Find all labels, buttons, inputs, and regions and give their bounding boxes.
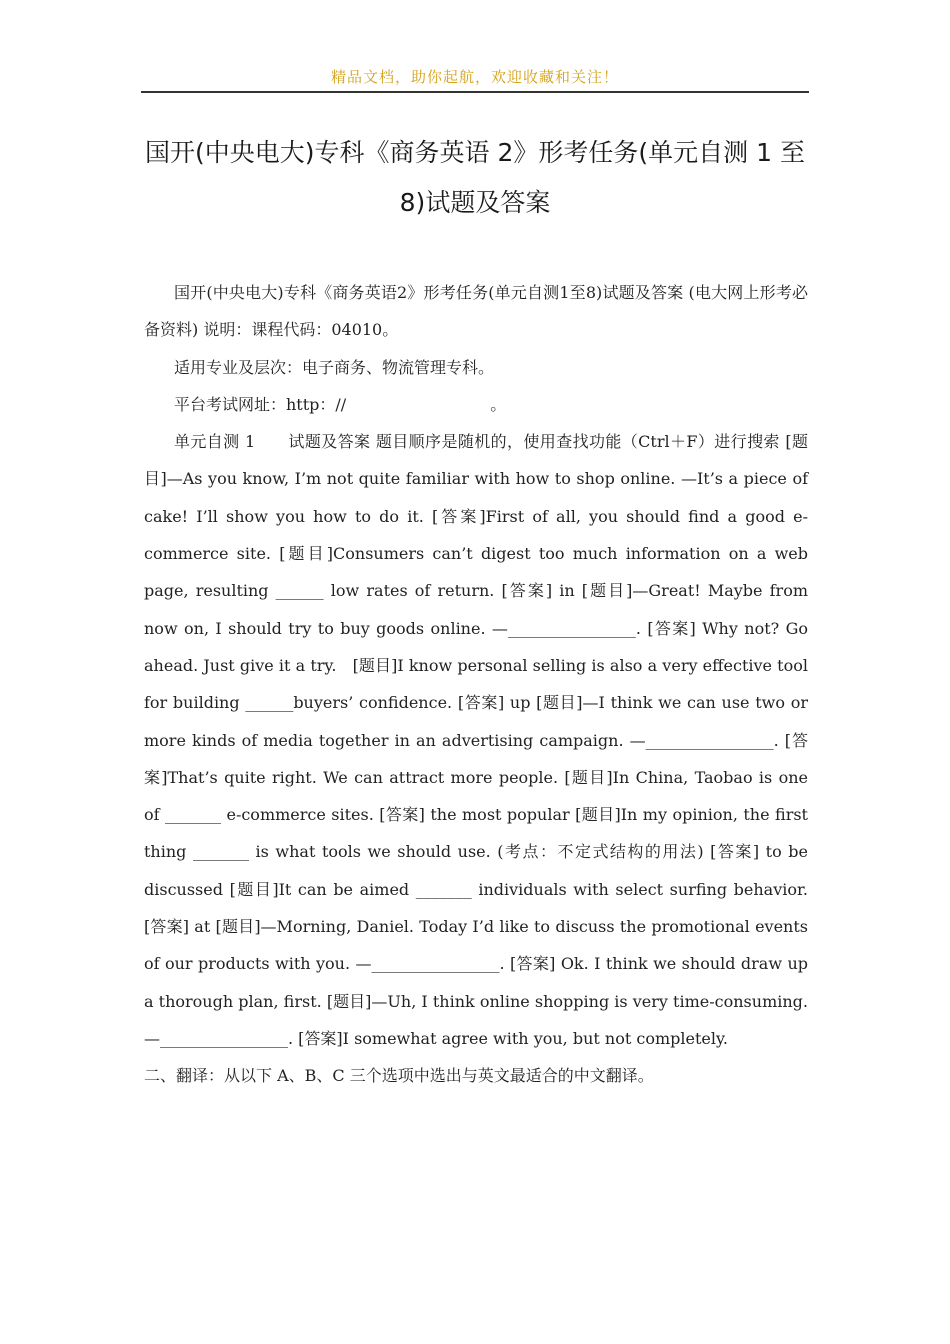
title-line-1: 国开(中央电大)专科《商务英语 2》形考任务(单元自测 1 至 — [145, 138, 805, 167]
paragraph-majors: 适用专业及层次：电子商务、物流管理专科。 — [174, 357, 495, 377]
paragraph-exam-url: 平台考试网址：http：// 。 — [174, 394, 507, 414]
header-note: 精品文档，助你起航，欢迎收藏和关注！ — [330, 68, 619, 86]
section-heading-translation: 二、翻译：从以下 A、B、C 三个选项中选出与英文最适合的中文翻译。 — [144, 1066, 654, 1086]
document-title — [141, 128, 809, 228]
title-line-2: 8)试题及答案 — [399, 188, 551, 217]
paragraph-intro: 国开(中央电大)专科《商务英语2》形考任务(单元自测1至8)试题及答案 (电大网上形考必备资料) 说明：课程代码：04010。 — [144, 283, 808, 340]
document-body — [144, 274, 808, 1095]
paragraph-unit-test-1: 单元自测 1 试题及答案 题目顺序是随机的，使用查找功能（Ctrl＋F）进行搜索 [题目]—As you know, I’m not quite familiar with how to shop online. —It’s a piece of cake! I’ll show you how to do it. [答案]First of all, you should find a good e-commerce site. [题目]Consumers can’t digest too much information on a web page, resulting ______ low rates of return. [答案] in [题目]—Great! Maybe from now on, I should try to buy goods online. —________________. [答案] Why not? Go ahead. Just give it a try. [题目]I know personal selling is also a very effective tool for building ______buyers’ confidence. [答案] up [题目]—I think we can use two or more kinds of media together in an advertising campaign. —________________. [答案]That’s quite right. We can attract more people. [题目]In China, Taobao is one of _______ e-commerce sites. [答案] the most popular [题目]In my opinion, the first thing _______ is what tools we should use. (考点：不定式结构的用法) [答案] to be discussed [题目]It can be aimed _______ individuals with select surfing behavior. [答案] at [题目]—Morning, Daniel. Today I’d like to discuss the promotional events of our products with you. —________________. [答案] Ok. I think we should draw up a thorough plan, first. [题目]—Uh, I think online shopping is very time-consuming. —________________. [答案]I somewhat agree with you, but not completely. — [144, 432, 808, 1048]
header-divider — [141, 91, 809, 93]
